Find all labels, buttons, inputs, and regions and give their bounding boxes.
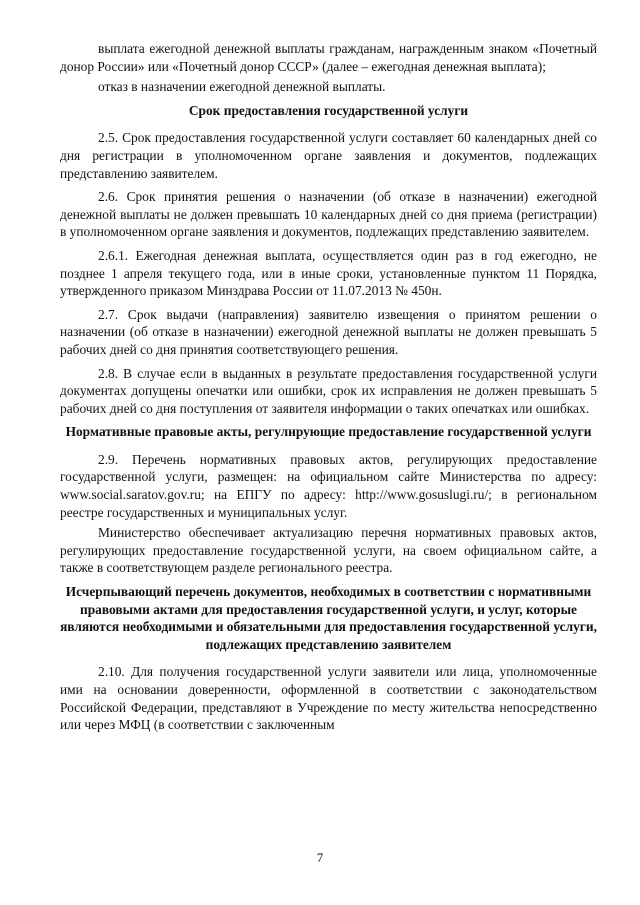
paragraph-payment-decision: выплата ежегодной денежной выплаты гражданам, награжденным знаком «Почетный донор России» или «Почетный донор СССР» (далее – ежегодная денежная выплата); (60, 41, 597, 74)
paragraph-2-10: 2.10. Для получения государственной услуги заявители или лица, уполномоченные ими на основании доверенности, оформленной в соответствии с законодательством Российской Федерации, представляют в Учреждение по месту жительства непосредственно или через МФЦ (в соответствии с заключенным (60, 664, 597, 733)
page-number: 7 (316, 850, 324, 865)
paragraph-2-6-1: 2.6.1. Ежегодная денежная выплата, осуществляется один раз в год ежегодно, не позднее 1 апреля текущего года, или в иные сроки, установленные пунктом 11 Порядка, утвержденного приказом Минздрава России от 11.07.2013 № 450н. (60, 247, 597, 299)
paragraph-2-8: 2.8. В случае если в выданных в результате предоставления государственной услуги документах допущены опечатки или ошибки, срок их исправления не должен превышать 5 рабочих дней со дня поступления от заявителя информации о таких опечатках или ошибках. (60, 365, 597, 416)
paragraph-ministry-updates: Министерство обеспечивает актуализацию перечня нормативных правовых актов, регулирующих предоставление государственной услуги, на своем официальном сайте, а также в соответствующем разделе регионального реестра. (60, 525, 597, 576)
paragraph-2-9: 2.9. Перечень нормативных правовых актов, регулирующих предоставление государственной услуги, размещен: на официальном сайте Министерства по адресу: www.social.saratov.gov.ru; на ЕПГУ по адресу: http://www.gosuslugi.ru/; в региональном реестре государственных и муниципальных услуг. (60, 451, 597, 520)
document-page (60, 40, 597, 740)
heading-required-documents: Исчерпывающий перечень документов, необходимых в соответствии с нормативными правовыми актами для предоставления государственной услуги, и услуг, которые являются необходимыми и обязательными для предоставления государственной услуги, подлежащих представлению заявителем (60, 584, 597, 652)
paragraph-2-7: 2.7. Срок выдачи (направления) заявителю извещения о принятом решении о назначении (об отказе в назначении) ежегодной денежной выплаты не должен превышать 5 рабочих дней со дня принятия соответствующего решения. (60, 306, 597, 357)
paragraph-refusal-decision: отказ в назначении ежегодной денежной выплаты. (98, 79, 386, 95)
paragraph-2-5: 2.5. Срок предоставления государственной услуги составляет 60 календарных дней со дня регистрации в уполномоченном органе заявления и документов, подлежащих представлению заявителем. (60, 130, 597, 181)
paragraph-2-6: 2.6. Срок принятия решения о назначении (об отказе в назначении) ежегодной денежной выплаты не должен превышать 10 календарных дней со дня приема (регистрации) в уполномоченном органе заявления и документов, подлежащих представлению заявителем. (60, 189, 597, 240)
heading-normative-acts: Нормативные правовые акты, регулирующие предоставление государственной услуги (65, 424, 592, 440)
heading-service-term: Срок предоставления государственной услуги (188, 102, 469, 118)
